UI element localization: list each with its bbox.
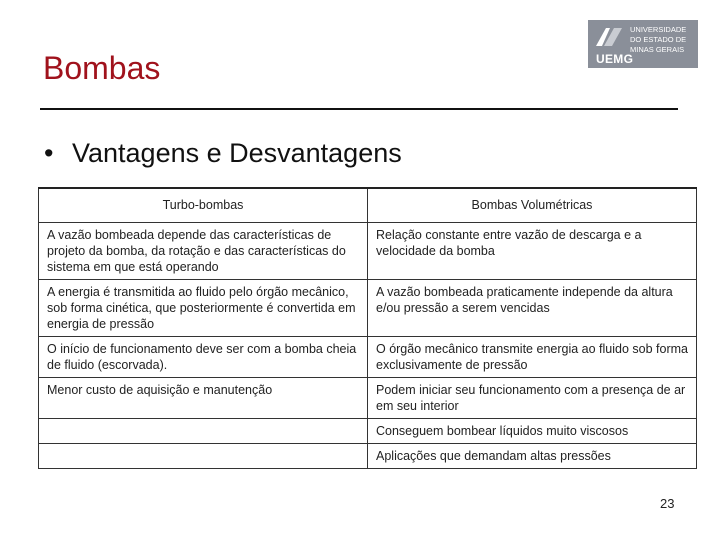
logo-line-3: MINAS GERAIS — [630, 45, 685, 54]
table-cell-empty — [39, 444, 368, 469]
uemg-logo — [588, 20, 698, 68]
table-cell: A vazão bombeada praticamente independe da altura e/ou pressão a serem vencidas — [368, 280, 697, 337]
slide-title: Bombas — [43, 50, 161, 86]
table-cell: O início de funcionamento deve ser com a bomba cheia de fluido (escorvada). — [39, 337, 368, 378]
table-cell: Podem iniciar seu funcionamento com a presença de ar em seu interior — [368, 378, 697, 419]
header-turbo-bombas: Turbo-bombas — [39, 188, 368, 223]
table-cell: O órgão mecânico transmite energia ao fluido sob forma exclusivamente de pressão — [368, 337, 697, 378]
page-number: 23 — [660, 496, 675, 511]
logo-abbreviation: UEMG — [596, 52, 634, 66]
table-row — [39, 337, 697, 378]
bullet-text: Vantagens e Desvantagens — [72, 138, 402, 168]
table-cell: Conseguem bombear líquidos muito viscosos — [368, 419, 697, 444]
table-row — [39, 378, 697, 419]
table-cell: Relação constante entre vazão de descarga e a velocidade da bomba — [368, 223, 697, 280]
table-row — [39, 223, 697, 280]
logo-line-1: UNIVERSIDADE — [630, 25, 687, 34]
table-row — [39, 280, 697, 337]
bullet-dot-icon: • — [44, 138, 54, 168]
header-bombas-volumetricas: Bombas Volumétricas — [368, 188, 697, 223]
table-cell: A vazão bombeada depende das características de projeto da bomba, da rotação e das características do sistema em que está operando — [39, 223, 368, 280]
table-cell: Aplicações que demandam altas pressões — [368, 444, 697, 469]
table-header-row — [39, 188, 697, 223]
comparison-table — [38, 187, 697, 469]
university-emblem-icon — [594, 24, 624, 50]
table-row — [39, 419, 697, 444]
table-cell: A energia é transmitida ao fluido pelo órgão mecânico, sob forma cinética, que posteriormente é convertida em energia de pressão — [39, 280, 368, 337]
table-cell-empty — [39, 419, 368, 444]
logo-line-2: DO ESTADO DE — [630, 35, 687, 44]
table-row — [39, 444, 697, 469]
table-cell: Menor custo de aquisição e manutenção — [39, 378, 368, 419]
bullet-item — [44, 136, 402, 170]
title-divider — [40, 108, 678, 110]
